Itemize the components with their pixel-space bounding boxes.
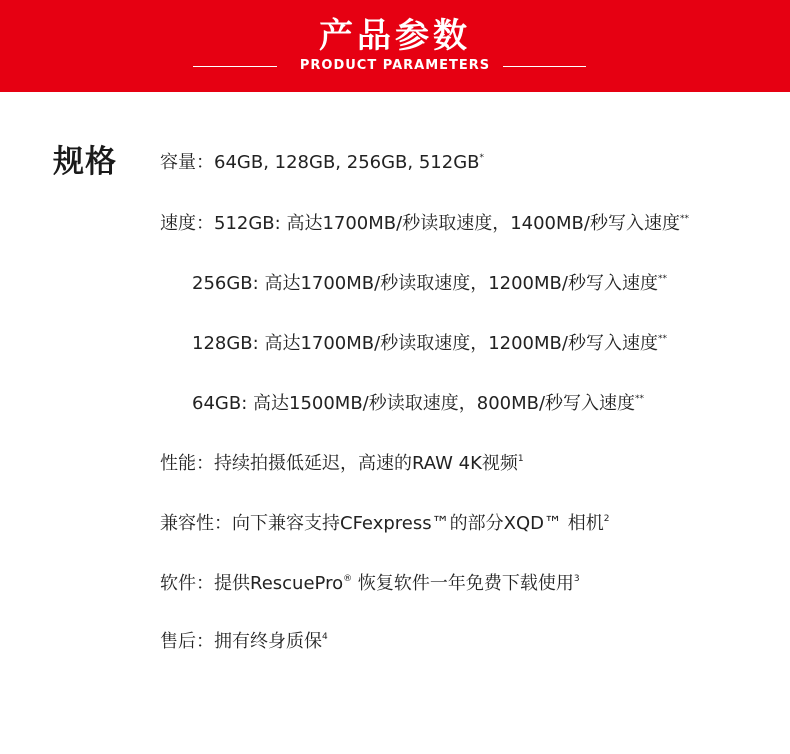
spec-speed-256-text: 256GB: 高达1700MB/秒读取速度，1200MB/秒写入速度 [192, 273, 658, 294]
footnote-mark: ** [657, 334, 667, 344]
spec-capacity [160, 151, 484, 175]
spec-warranty [160, 630, 328, 654]
spec-performance [160, 452, 524, 476]
spec-speed-64-text: 64GB: 高达1500MB/秒读取速度，800MB/秒写入速度 [192, 393, 636, 414]
spec-speed-128 [192, 332, 667, 356]
divider-right [503, 66, 586, 67]
footnote-mark: 4 [322, 632, 328, 642]
spec-speed-512-text: 速度：512GB: 高达1700MB/秒读取速度，1400MB/秒写入速度 [160, 213, 680, 234]
header-banner [0, 0, 790, 92]
spec-software-prefix: 软件：提供RescuePro [160, 573, 344, 594]
spec-speed-512 [160, 212, 689, 236]
spec-speed-64 [192, 392, 644, 416]
page-title: 产品参数 [319, 16, 471, 56]
spec-software [160, 572, 580, 596]
footnote-mark: 1 [517, 454, 524, 464]
spec-compatibility-text: 兼容性：向下兼容支持CFexpress™的部分XQD™ 相机 [160, 513, 604, 534]
footnote-mark: 2 [603, 514, 610, 524]
footnote-mark: ** [657, 274, 667, 284]
spec-capacity-text: 容量：64GB, 128GB, 256GB, 512GB [160, 152, 480, 173]
spec-speed-128-text: 128GB: 高达1700MB/秒读取速度，1200MB/秒写入速度 [192, 333, 658, 354]
page-subtitle: PRODUCT PARAMETERS [299, 58, 491, 73]
spec-speed-256 [192, 272, 667, 296]
section-label-specs: 规格 [53, 144, 117, 180]
registered-mark: ® [343, 574, 353, 584]
footnote-mark: ** [635, 394, 645, 404]
footnote-mark: 3 [573, 574, 580, 584]
spec-warranty-text: 售后：拥有终身质保 [160, 631, 322, 652]
spec-compatibility [160, 512, 609, 536]
footnote-mark: * [479, 153, 484, 163]
footnote-mark: ** [679, 214, 689, 224]
spec-software-suffix: 恢复软件一年免费下载使用 [352, 573, 574, 594]
spec-performance-text: 性能：持续拍摄低延迟，高速的RAW 4K视频 [160, 453, 518, 474]
